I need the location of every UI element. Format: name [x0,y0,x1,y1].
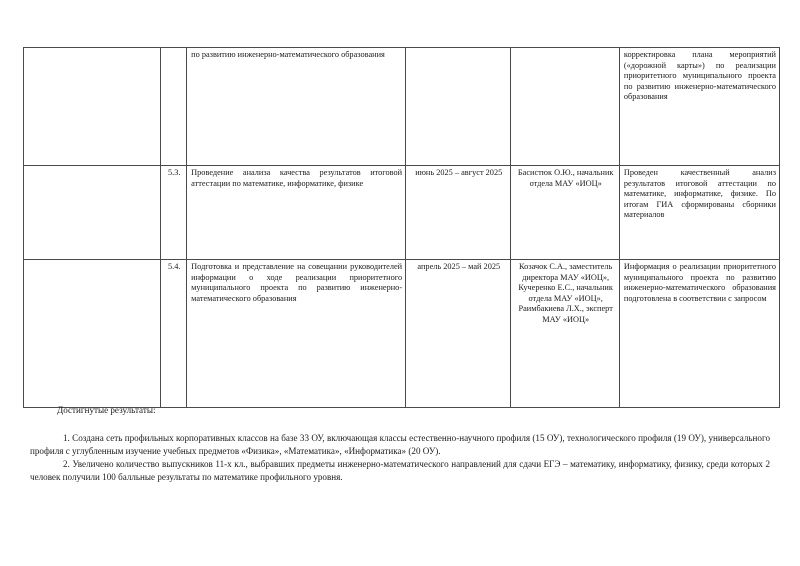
table-row [24,48,780,166]
table-row [24,166,780,260]
results-heading: Достигнутые результаты: [57,405,156,415]
table-cell-date [406,48,511,166]
table-cell-date: апрель 2025 – май 2025 [406,260,511,408]
table-cell-result [619,48,779,166]
table-cell-spacer [24,48,161,166]
result-item-1: 1. Создана сеть профильных корпоративных классов на базе 33 ОУ, включающая классы естественно-научного профиля (15 ОУ), технологического профиля (19 ОУ), универсального профиля с углубленным изучение учебных предметов «Физика», «Математика», «Информатика» (20 ОУ). [30,432,770,456]
table-row [24,260,780,408]
table-cell-responsible: Козачок С.А., заместитель директора МАУ «ИОЦ», Кучеренко Е.С., начальник отдела МАУ «ИОЦ», Раимбакиева Л.Х., эксперт МАУ «ИОЦ» [511,260,619,408]
table-cell-responsible: Басистюк О.Ю., начальник отдела МАУ «ИОЦ» [511,166,619,260]
activities-table [23,47,780,408]
task-text: Подготовка и представление на совещании руководителей информации о ходе реализации приоритетного муниципального проекта по развитию инженерно-математического образования [191,262,403,303]
results-section [30,404,770,484]
result-text: корректировка плана мероприятий («дорожной карты») по реализации приоритетного муниципального проекта по развитию инженерно-математического образования [623,50,776,102]
table-cell-responsible [511,48,619,166]
table-cell-spacer [24,166,161,260]
table-cell-result [619,166,779,260]
paragraph-spacer [30,417,770,432]
table-cell-number [161,48,187,166]
task-text: Проведение анализа качества результатов итоговой аттестации по математике, информатике, физике [191,168,403,188]
table-cell-number: 5.3. [161,166,187,260]
table-cell-date: июнь 2025 – август 2025 [406,166,511,260]
table-cell-task [187,48,406,166]
table-cell-spacer [24,260,161,408]
table-cell-number: 5.4. [161,260,187,408]
table-cell-task [187,166,406,260]
task-text: по развитию инженерно-математического образования [191,50,385,59]
table-cell-result [619,260,779,408]
result-item-2: 2. Увеличено количество выпускников 11-х кл., выбравших предметы инженерно-математического направлений для сдачи ЕГЭ – математику, информатику, физику, среди которых 2 человек получили 100 балльные результаты по математике профильного уровня. [30,458,770,482]
result-text: Проведен качественный анализ результатов итоговой аттестации по математике, информатике, физике. По итогам ГИА сформированы сборники материалов [623,168,776,220]
table-cell-task [187,260,406,408]
result-text: Информация о реализации приоритетного муниципального проекта по развитию инженерно-математического образования подготовлена в соответствии с запросом [623,262,776,303]
